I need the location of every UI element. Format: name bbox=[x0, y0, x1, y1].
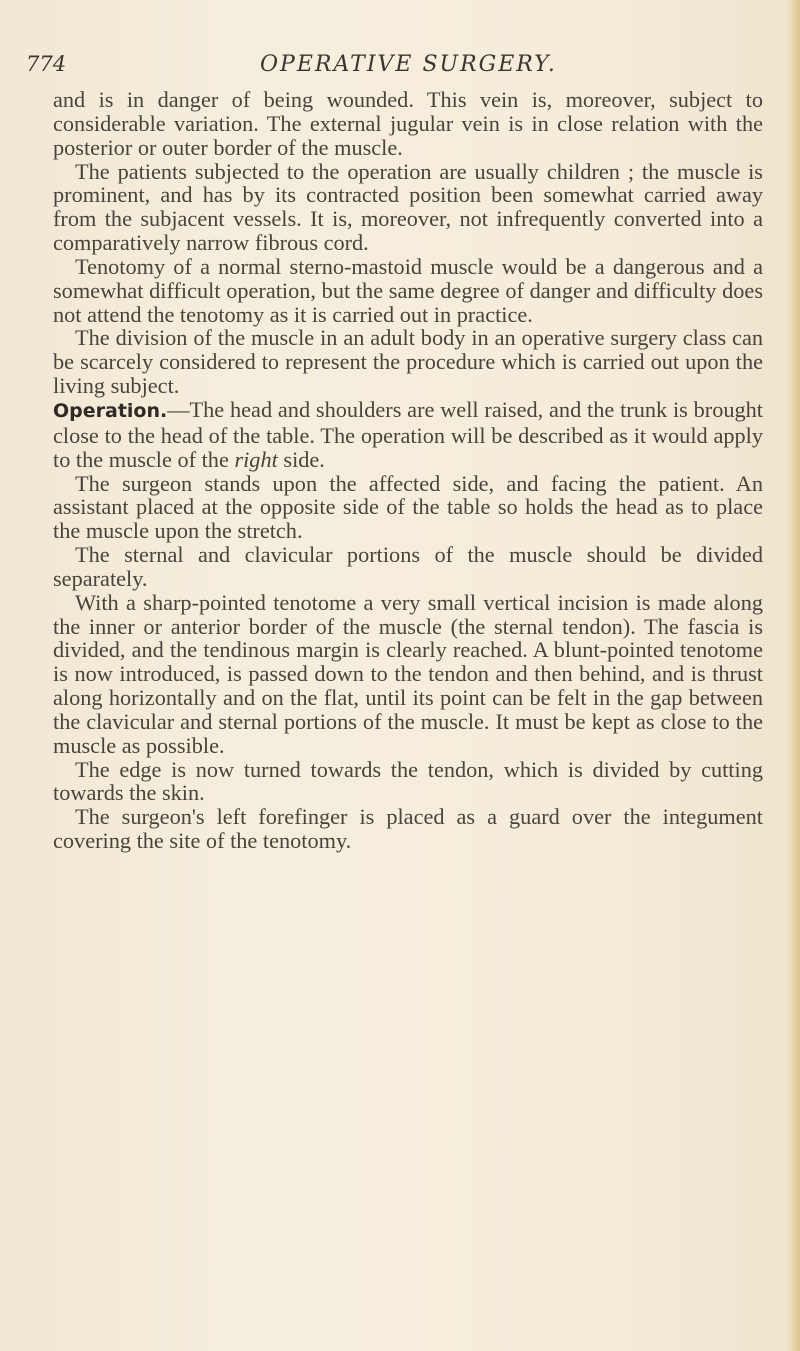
page-header bbox=[26, 52, 766, 84]
paragraph-continuation: and is in danger of being wounded. This vein is, moreover, subject to considerable variation. The external jugular vein is in close relation with the posterior or outer border of the muscle. bbox=[53, 87, 763, 160]
paragraph-sharp-tenotome: With a sharp-pointed tenotome a very small vertical incision is made along the inner or anterior border of the muscle (the sternal tendon). The fascia is divided, and the tendinous margin is clearly reached. A blunt-pointed tenotome is now introduced, is passed down to the tendon and then behind, and is thrust along horizontally and on the flat, until its point can be felt in the gap between the clavicular and sternal portions of the muscle. It must be kept as close to the muscle as possible. bbox=[53, 589, 763, 758]
page-edge-shadow bbox=[786, 0, 800, 1351]
paragraph-patients: The patients subjected to the operation are usually children ; the muscle is prominent, and has by its contracted position been somewhat carried away from the subjacent vessels. It is, moreover, not infrequently converted into a comparatively narrow fibrous cord. bbox=[53, 158, 763, 256]
running-title: OPERATIVE SURGERY. bbox=[260, 52, 557, 77]
paragraph-operation bbox=[53, 398, 763, 472]
page-number: 774 bbox=[26, 52, 67, 76]
operation-heading: Operation. bbox=[53, 399, 168, 422]
paragraph-tenotomy-normal: Tenotomy of a normal sterno-mastoid muscle would be a dangerous and a somewhat difficult operation, but the same degree of danger and difficulty does not attend the tenotomy as it is carried out in practice. bbox=[53, 253, 763, 327]
operation-italic-word: right bbox=[234, 446, 278, 472]
operation-text-end: side. bbox=[277, 446, 325, 472]
paragraph-edge-turned: The edge is now turned towards the tendon, which is divided by cutting towards the skin. bbox=[53, 756, 763, 806]
paragraph-portions-divided: The sternal and clavicular portions of the muscle should be divided separately. bbox=[53, 542, 763, 591]
operation-text: —The head and shoulders are well raised, and the trunk is brought close to the head of the table. The operation will be described as it would apply to the muscle of the bbox=[53, 396, 763, 472]
paragraph-adult-division: The division of the muscle in an adult body in an operative surgery class can be scarcely considered to represent the procedure which is carried out upon the living subject. bbox=[53, 325, 763, 399]
body-text bbox=[53, 88, 763, 853]
paragraph-surgeon-stands: The surgeon stands upon the affected side, and facing the patient. An assistant placed at the opposite side of the table so holds the head as to place the muscle upon the stretch. bbox=[53, 470, 763, 544]
paragraph-forefinger: The surgeon's left forefinger is placed as a guard over the integument covering the site of the tenotomy. bbox=[53, 804, 763, 854]
